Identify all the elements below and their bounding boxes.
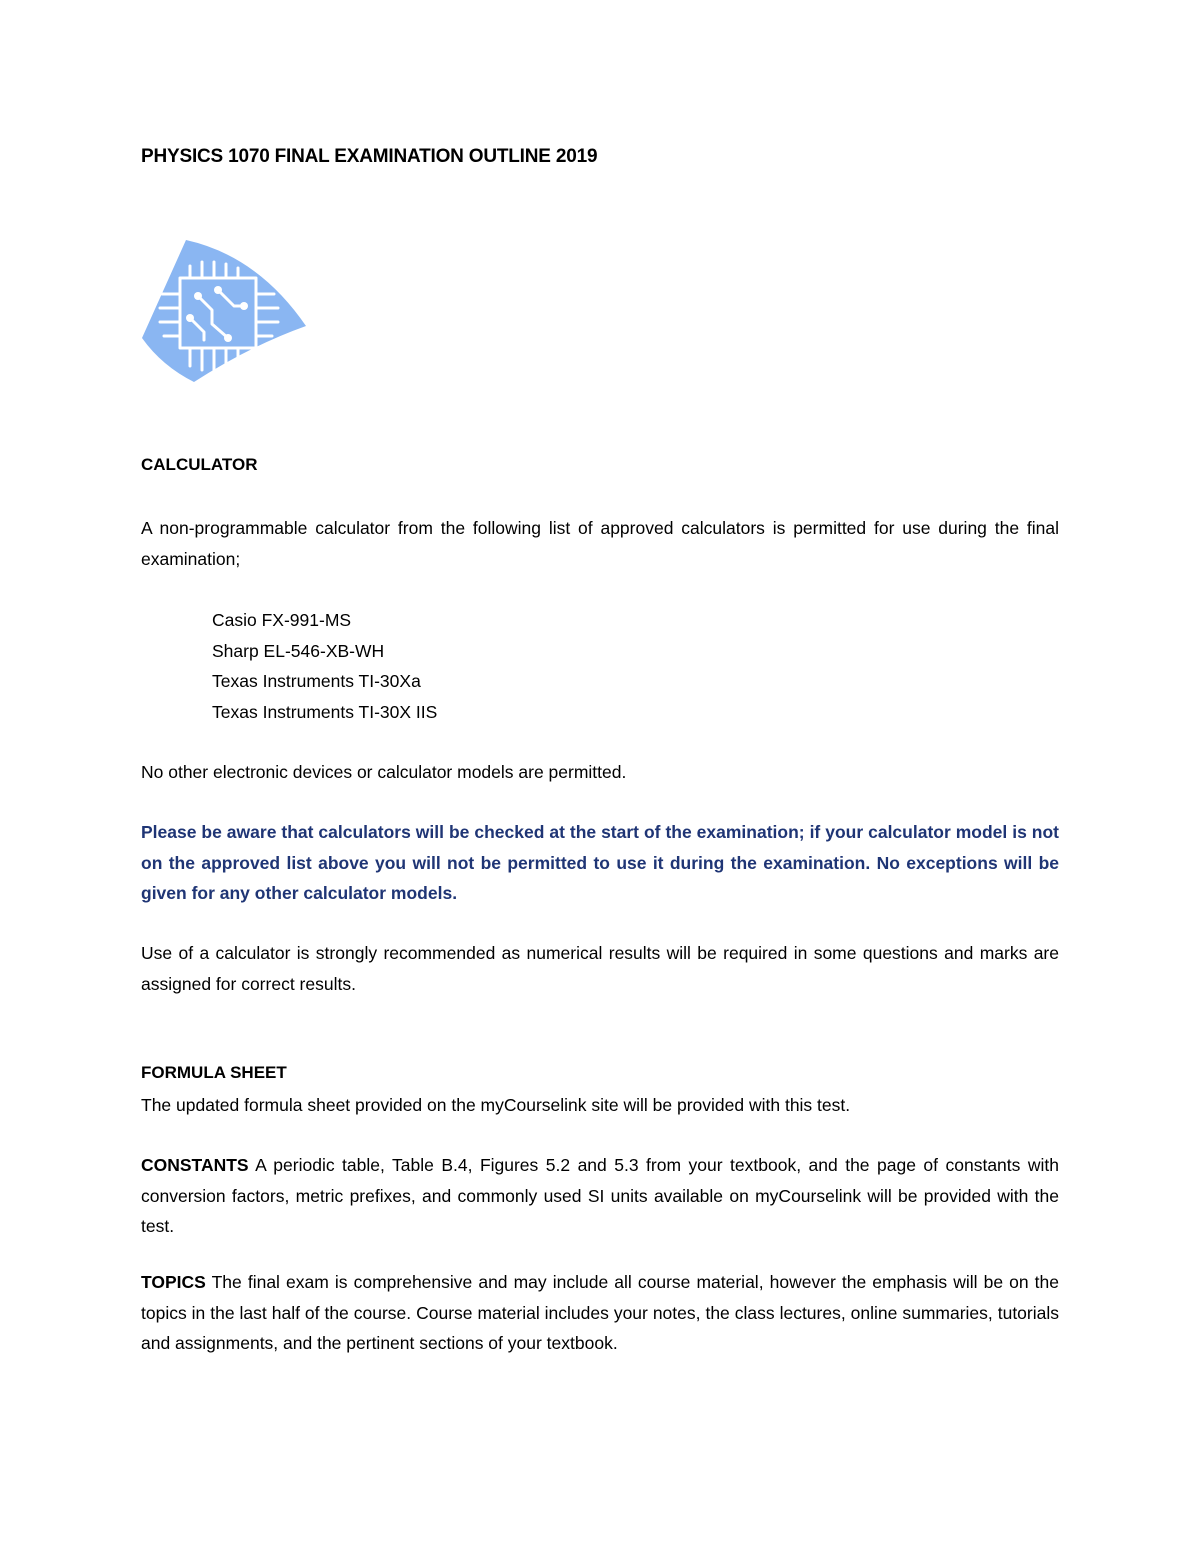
- topics-heading: TOPICS: [141, 1272, 206, 1292]
- calculator-heading: CALCULATOR: [141, 455, 258, 474]
- calculator-intro: A non-programmable calculator from the following list of approved calculators is permitted for use during the final examination;: [141, 518, 1059, 569]
- formula-sheet-text: The updated formula sheet provided on the myCourselink site will be provided with this test.: [141, 1095, 851, 1115]
- page-title: PHYSICS 1070 FINAL EXAMINATION OUTLINE 2019: [141, 146, 598, 167]
- constants-text: A periodic table, Table B.4, Figures 5.2 and 5.3 from your textbook, and the page of constants with conversion factors, metric prefixes, and commonly used SI units available on myCourselink will be provided with the test.: [141, 1155, 1059, 1236]
- calculator-warning: Please be aware that calculators will be checked at the start of the examination; if your calculator model is not on the approved list above you will not be permitted to use it during the examination. No exceptions will be given for any other calculator models.: [141, 822, 1059, 903]
- calculator-model-list: [212, 605, 437, 727]
- constants-heading: CONSTANTS: [141, 1155, 249, 1175]
- list-item: Casio FX-991-MS: [212, 610, 352, 630]
- topics-paragraph: [141, 1267, 1059, 1359]
- constants-paragraph: [141, 1150, 1059, 1242]
- circuit-board-icon: [140, 238, 308, 384]
- no-other-devices-text: No other electronic devices or calculator models are permitted.: [141, 762, 627, 782]
- calculator-recommendation: Use of a calculator is strongly recommended as numerical results will be required in some questions and marks are assigned for correct results.: [141, 943, 1059, 994]
- topics-text: The final exam is comprehensive and may include all course material, however the emphasis will be on the topics in the last half of the course. Course material includes your notes, the class lectures, online summaries, tutorials and assignments, and the pertinent sections of your textbook.: [141, 1272, 1059, 1353]
- list-item: Texas Instruments TI-30Xa: [212, 671, 421, 691]
- list-item: Sharp EL-546-XB-WH: [212, 640, 385, 661]
- list-item: Texas Instruments TI-30X IIS: [212, 701, 438, 722]
- formula-sheet-heading: FORMULA SHEET: [141, 1063, 287, 1082]
